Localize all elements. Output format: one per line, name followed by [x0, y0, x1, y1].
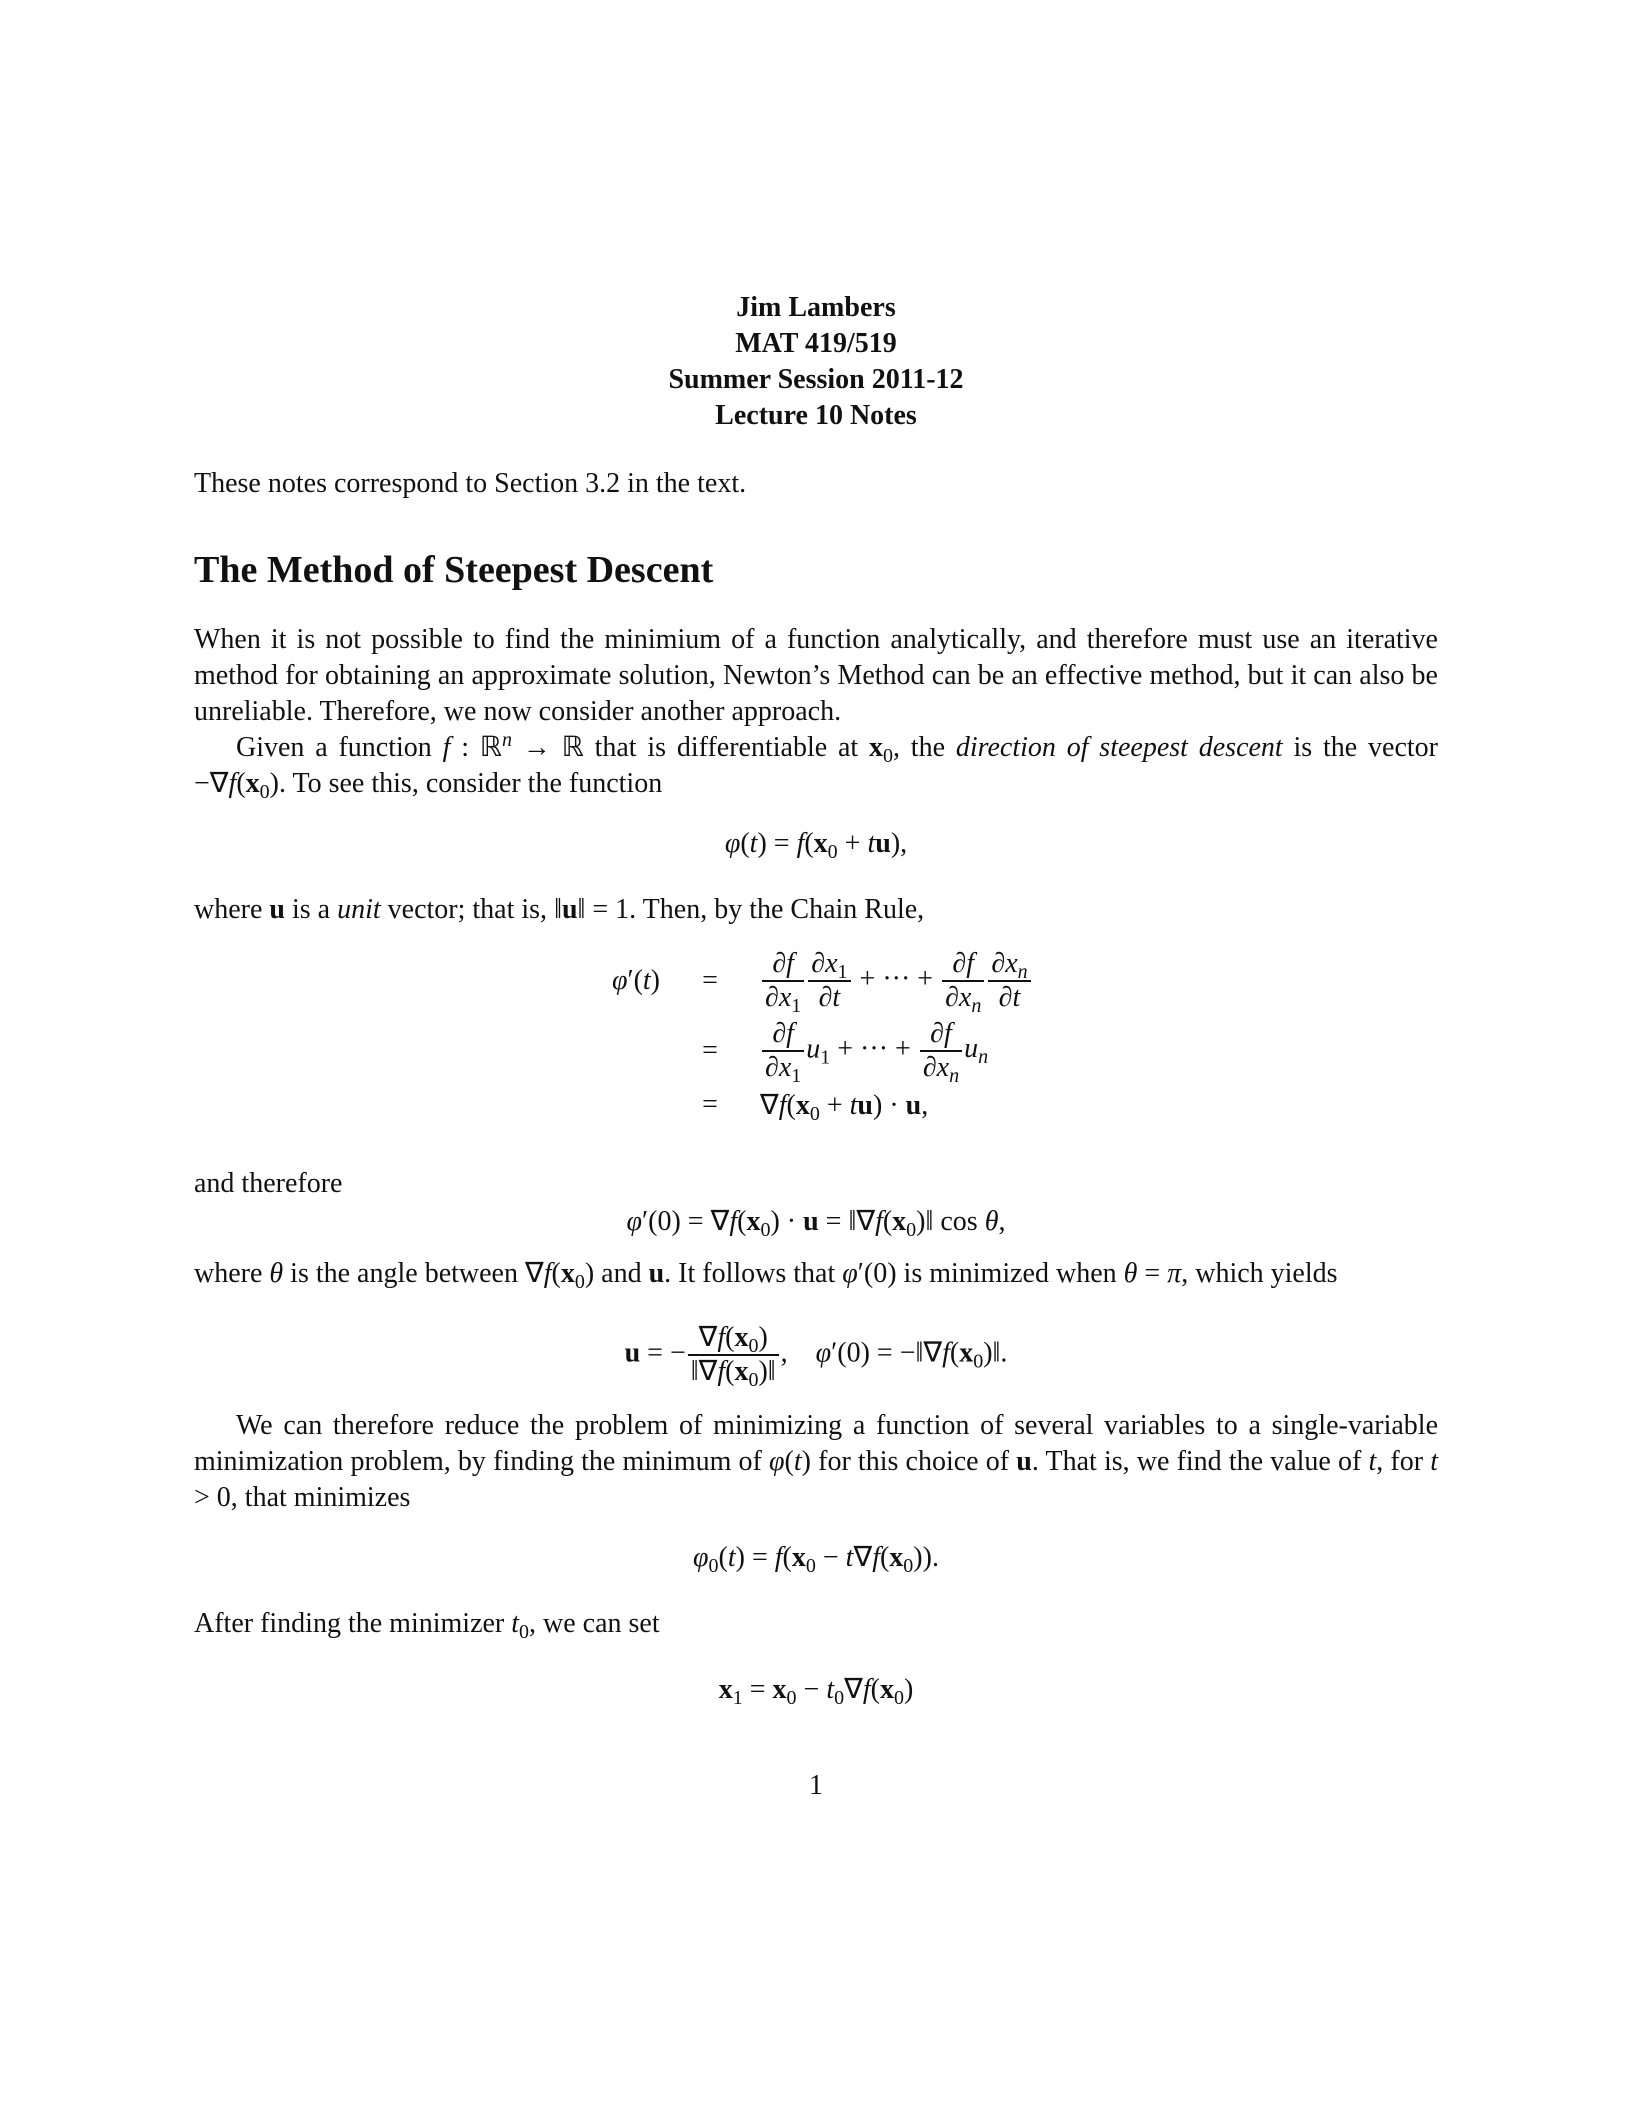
paragraph-3: where u is a unit vector; that is, ‖u‖ = 1. Then, by the Chain Rule,	[194, 894, 925, 925]
session-label: Summer Session 2011-12	[668, 364, 964, 395]
equation-x1-update: $x_1 = x_0 - t_0\nabla f(x_0)$	[718, 1674, 914, 1709]
equation-phi-zero: $\varphi_0(t) = f(x_0 - t\nabla f(x_0))$.	[693, 1542, 939, 1577]
section-title: The Method of Steepest Descent	[194, 549, 714, 591]
chain-rule-derivation: φ′(t) = $\frac{\partial f}{\partial x_1}$ $\frac{\partial x_1}{\partial t}$ + ··· + $\frac{\partial f}{\partial x_n}$ $\frac{\partial x_n}{\partial t}$ = $\frac{\partial f}{\partial x_1}$ $u_1$ + ··· + $\frac{\partial f}{\partial x_n}$ $u_n$ = $\nabla f(x_0 + tu) \cdot u$,	[560, 946, 1033, 1124]
equation-u-direction: u = − $\frac{\nabla f(x_0)}{‖\nabla f(x_0)‖}$ , $\varphi'(0) = -‖\nabla f(x_0)‖$.	[624, 1322, 1008, 1391]
paragraph-1: When it is not possible to find the minimium of a function analytically, and therefore must use an iterative method for obtaining an approximate solution, Newton’s Method can be an effective method, but it can also be unreliable. Therefore, we now consider another approach.	[194, 624, 1438, 727]
paragraph-4: and therefore	[194, 1168, 343, 1199]
lecture-label: Lecture 10 Notes	[715, 400, 917, 431]
emphasis-term: direction of steepest descent	[955, 732, 1283, 763]
document-header	[0, 290, 1632, 434]
author-name: Jim Lambers	[736, 292, 896, 323]
equation-phi: $\varphi(t) = f(x_0 + tu)$,	[724, 828, 908, 863]
paragraph-7: After finding the minimizer $t_0$, we can set	[194, 1608, 660, 1643]
paragraph-6: We can therefore reduce the problem of minimizing a function of several variables to a single-variable minimization problem, by finding the minimum of φ(t) for this choice of u. That is, we find the value of t, for t > 0, that minimizes	[194, 1410, 1439, 1513]
equation-phi-prime-zero: $\varphi'(0) = \nabla f(x_0) \cdot u$ = $‖\nabla f(x_0)‖$ cos θ,	[626, 1206, 1006, 1241]
page-number: 1	[809, 1770, 823, 1801]
paragraph-2: Given a function f : ℝ$^n$ → ℝ that is differentiable at $x_0$, the direction of steepest descent is the vector $-\nabla f(x_0)$. To see this, consider the function	[194, 729, 1438, 803]
intro-paragraph: These notes correspond to Section 3.2 in the text.	[194, 468, 747, 499]
paragraph-5: where θ is the angle between $\nabla f(x_0)$ and u. It follows that φ′(0) is minimized when θ = π, which yields	[194, 1258, 1338, 1293]
course-code: MAT 419/519	[735, 328, 897, 359]
